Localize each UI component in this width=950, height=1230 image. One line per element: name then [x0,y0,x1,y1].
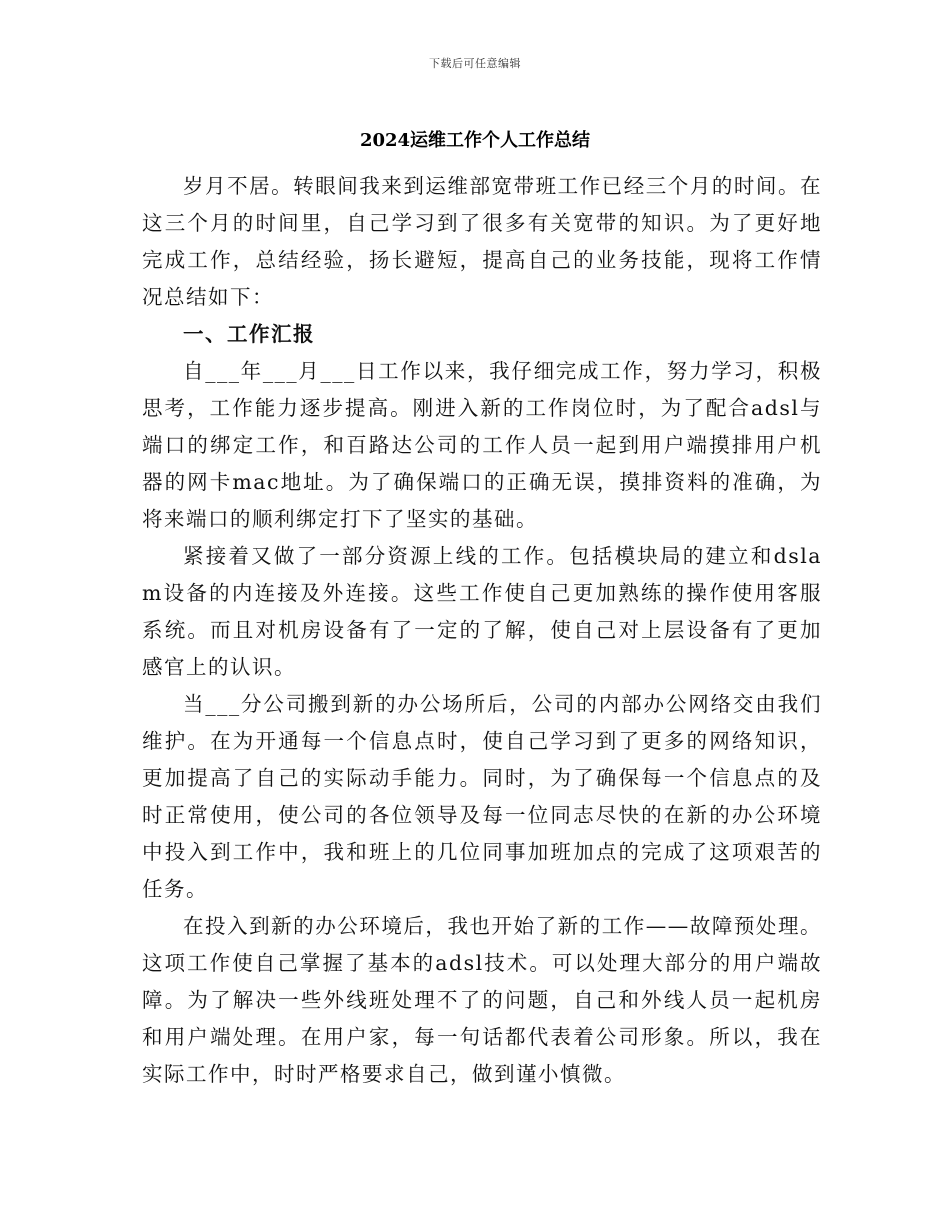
body-paragraph: 自___年___月___日工作以来，我仔细完成工作，努力学习，积极思考，工作能力逐步提高。刚进入新的工作岗位时，为了配合adsl与端口的绑定工作，和百路达公司的工作人员一起到用户端摸排用户机器的网卡mac地址。为了确保端口的正确无误，摸排资料的准确，为将来端口的顺利绑定打下了坚实的基础。 [142,359,822,531]
header-note: 下载后可任意编辑 [429,57,521,70]
section-heading: 一、工作汇报 [183,322,315,346]
document-title: 2024运维工作个人工作总结 [359,130,591,151]
body-paragraph: 在投入到新的办公环境后，我也开始了新的工作——故障预处理。这项工作使自己掌握了基本的adsl技术。可以处理大部分的用户端故障。为了解决一些外线班处理不了的问题，自己和外线人员一起机房和用户端处理。在用户家，每一句话都代表着公司形象。所以，我在实际工作中，时时严格要求自己，做到谨小慎微。 [142,914,822,1086]
body-paragraph: 当___分公司搬到新的办公场所后，公司的内部办公网络交由我们维护。在为开通每一个信息点时，使自己学习到了更多的网络知识，更加提高了自己的实际动手能力。同时，为了确保每一个信息点的及时正常使用，使公司的各位领导及每一位同志尽快的在新的办公环境中投入到工作中，我和班上的几位同事加班加点的完成了这项艰苦的任务。 [142,692,822,901]
body-paragraph: 紧接着又做了一部分资源上线的工作。包括模块局的建立和dslam设备的内连接及外连接。这些工作使自己更加熟练的操作使用客服系统。而且对机房设备有了一定的了解，使自己对上层设备有了更加感官上的认识。 [142,544,822,679]
intro-paragraph: 岁月不居。转眼间我来到运维部宽带班工作已经三个月的时间。在这三个月的时间里，自己学习到了很多有关宽带的知识。为了更好地完成工作，总结经验，扬长避短，提高自己的业务技能，现将工作情况总结如下： [142,174,822,309]
document-body [142,168,822,1093]
